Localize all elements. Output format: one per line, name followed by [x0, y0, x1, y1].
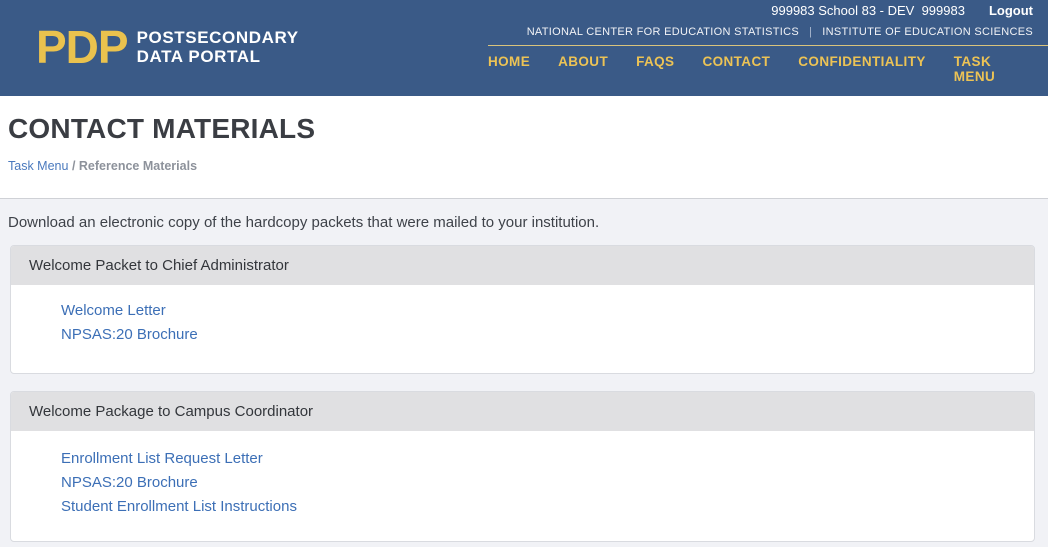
pdp-logo[interactable] — [36, 21, 299, 73]
pdp-logo-name-line1: POSTSECONDARY — [136, 28, 299, 47]
page-title-band — [0, 96, 1048, 198]
npsas20-brochure-link-2[interactable]: NPSAS:20 Brochure — [61, 474, 198, 491]
card-campus-coordinator — [10, 391, 1035, 542]
student-enrollment-list-instructions-link[interactable]: Student Enrollment List Instructions — [61, 498, 297, 515]
intro-text: Download an electronic copy of the hardcopy packets that were mailed to your institution. — [8, 214, 600, 231]
content-area — [0, 198, 1048, 547]
pdp-logo-name — [137, 28, 299, 66]
breadcrumb-task-menu-link[interactable]: Task Menu — [8, 159, 69, 173]
pdp-logo-acronym: PDP — [36, 21, 128, 73]
agency-ies-label: INSTITUTE OF EDUCATION SCIENCES — [822, 26, 1033, 38]
main-nav — [488, 46, 1048, 84]
nav-item-home[interactable]: HOME — [488, 54, 531, 69]
card-header-chief-administrator: Welcome Packet to Chief Administrator — [11, 246, 1034, 285]
nav-item-faqs[interactable]: FAQS — [636, 54, 675, 69]
site-header — [0, 0, 1048, 96]
nav-item-contact[interactable]: CONTACT — [702, 54, 771, 69]
pdp-logo-name-line2: DATA PORTAL — [136, 47, 261, 66]
card-body-chief-administrator — [11, 285, 1034, 373]
top-utility-bar — [771, 3, 1033, 18]
logout-link[interactable]: Logout — [988, 3, 1033, 18]
agency-separator: | — [809, 26, 813, 38]
school-info-label: 999983 School 83 - DEV 999983 — [771, 3, 965, 18]
agency-nces-label: NATIONAL CENTER FOR EDUCATION STATISTICS — [526, 26, 800, 38]
card-chief-administrator — [10, 245, 1035, 374]
enrollment-list-request-letter-link[interactable]: Enrollment List Request Letter — [61, 450, 263, 467]
header-nav-block — [488, 26, 1048, 84]
welcome-letter-link[interactable]: Welcome Letter — [61, 302, 166, 319]
page-title: CONTACT MATERIALS — [8, 113, 316, 144]
breadcrumb-current: Reference Materials — [78, 159, 198, 173]
card-body-campus-coordinator — [11, 431, 1034, 541]
agency-bar — [488, 26, 1048, 46]
card-header-campus-coordinator: Welcome Package to Campus Coordinator — [11, 392, 1034, 431]
npsas20-brochure-link-1[interactable]: NPSAS:20 Brochure — [61, 326, 198, 343]
nav-item-task-menu[interactable]: TASK MENU — [953, 54, 996, 84]
nav-item-about[interactable]: ABOUT — [558, 54, 609, 69]
breadcrumb — [8, 158, 1033, 174]
breadcrumb-separator: / — [71, 159, 76, 173]
nav-item-confidentiality[interactable]: CONFIDENTIALITY — [798, 54, 926, 69]
